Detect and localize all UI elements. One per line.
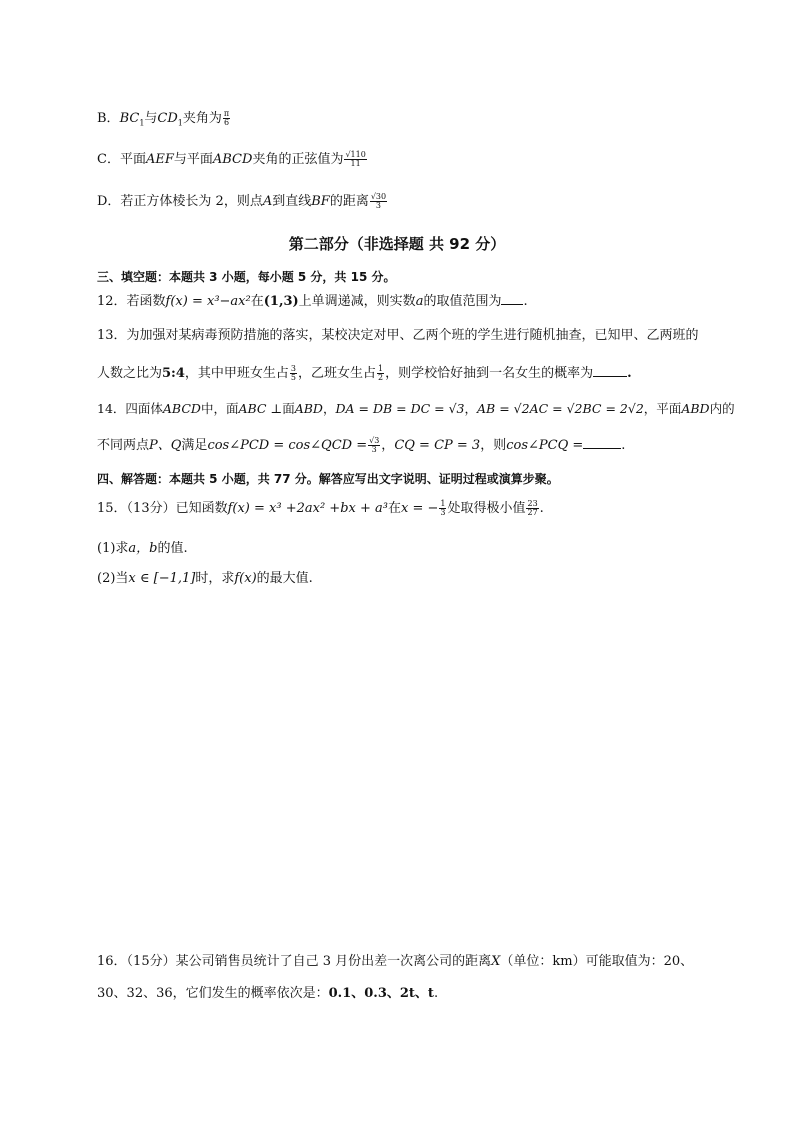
question-14-line2: 不同两点P、Q满足cos∠PCD = cos∠QCD = $\frac{√3}{3}$ ，CQ = CP = 3，则cos∠PCQ = . [97,436,626,454]
fraction: $\frac{√30}{3}$ [370,192,387,210]
option-d: D．若正方体棱长为 2，则点A到直线BF的距离 $\frac{√30}{3}$ [97,192,387,210]
question-13-line1: 13．为加强对某病毒预防措施的落实，某校决定对甲、乙两个班的学生进行随机抽查，已知甲、乙两班的 [97,328,699,343]
answer-blank [583,436,621,449]
question-15: 15．（13分）已知函数f(x) = x³ +2ax² +bx + a³在x = − $\frac{1}{3}$ 处取得极小值 $\frac{23}{27}$ . [97,499,544,517]
fraction: $\frac{√110}{11}$ [345,150,366,168]
section4-header: 四、解答题：本题共 5 小题，共 77 分。解答应写出文字说明、证明过程或演算步聚。 [97,472,559,486]
option-b: B．$BC_1$与$CD_1$夹角为 $\frac{\pi}{6}$ [97,109,230,128]
fraction: $\frac{\pi}{6}$ [223,109,230,127]
question-16-line1: 16．（15分）某公司销售员统计了自己 3 月份出差一次离公司的距离X（单位：km）可能取值为：20、 [97,954,694,969]
answer-blank [593,364,627,377]
part-title: 第二部分（非选择题 共 92 分） [288,235,506,253]
answer-blank [501,292,523,305]
section3-header: 三、填空题：本题共 3 小题，每小题 5 分，共 15 分。 [97,270,396,284]
question-15-part2: (2)当x ∈ [−1,1]时，求f(x)的最大值. [97,571,313,586]
question-12: 12．若函数f(x) = x³−ax²在(1,3)上单调递减，则实数a的取值范围为 . [97,294,528,309]
question-13-line2: 人数之比为5:4，其中甲班女生占 $\frac{3}{5}$ ，乙班女生占 $\frac{1}{2}$ ，则学校恰好抽到一名女生的概率为 . [97,364,632,382]
question-14-line1: 14．四面体ABCD中，面ABC ⊥面ABD，DA = DB = DC = √3，AB = √2AC = √2BC = 2√2，平面ABD内的 [97,401,735,416]
question-16-line2: 30、32、36，它们发生的概率依次是：0.1、0.3、2t、t. [97,986,439,1001]
option-c: C．平面AEF与平面ABCD夹角的正弦值为 $\frac{√110}{11}$ [97,150,366,168]
question-15-part1: (1)求a，b的值. [97,541,188,556]
